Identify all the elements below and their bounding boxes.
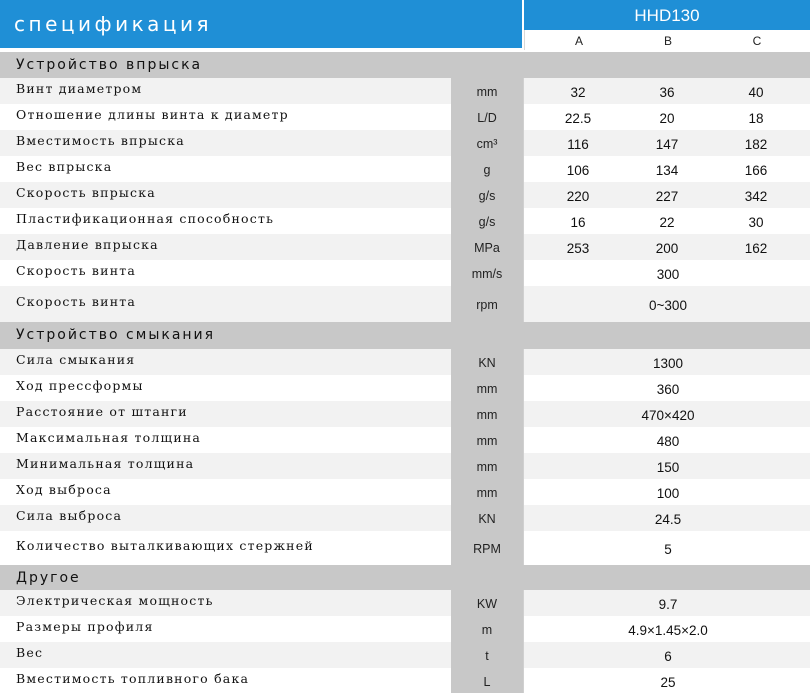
spec-value-c: 162 bbox=[744, 241, 768, 256]
column-divider bbox=[523, 182, 524, 208]
spec-label: Электрическая мощность bbox=[16, 593, 214, 608]
spec-unit: cm³ bbox=[476, 137, 498, 151]
spec-label: Скорость впрыска bbox=[16, 185, 156, 200]
column-header-b: B bbox=[663, 34, 672, 48]
column-divider bbox=[523, 453, 524, 479]
section-header-fill bbox=[524, 52, 810, 78]
spec-unit: L/D bbox=[477, 111, 497, 125]
table-row bbox=[0, 375, 810, 401]
section-header-fill bbox=[524, 565, 810, 590]
table-row bbox=[0, 156, 810, 182]
spec-label: Сила выброса bbox=[16, 508, 123, 523]
spec-unit: mm bbox=[476, 434, 498, 448]
column-divider bbox=[523, 349, 524, 375]
spec-value-c: 40 bbox=[748, 85, 764, 100]
spec-unit: KN bbox=[478, 356, 496, 370]
spec-label: Вместимость впрыска bbox=[16, 133, 185, 148]
spec-value: 6 bbox=[664, 649, 672, 664]
spec-value-a: 16 bbox=[570, 215, 586, 230]
spec-value: 5 bbox=[664, 542, 672, 557]
table-row bbox=[0, 531, 810, 565]
column-divider bbox=[523, 401, 524, 427]
column-header-a: A bbox=[574, 34, 583, 48]
table-row bbox=[0, 668, 810, 693]
spec-value-a: 32 bbox=[570, 85, 586, 100]
spec-unit: g/s bbox=[478, 189, 496, 203]
spec-value: 100 bbox=[656, 486, 680, 501]
column-divider bbox=[523, 616, 524, 642]
spec-value-b: 36 bbox=[659, 85, 675, 100]
column-divider bbox=[523, 505, 524, 531]
spec-unit: mm/s bbox=[471, 267, 503, 281]
spec-unit: KN bbox=[478, 512, 496, 526]
column-divider bbox=[523, 668, 524, 693]
table-row bbox=[0, 260, 810, 286]
column-divider bbox=[523, 590, 524, 616]
column-divider bbox=[523, 642, 524, 668]
table-row bbox=[0, 182, 810, 208]
spec-value-c: 182 bbox=[744, 137, 768, 152]
spec-unit: KW bbox=[476, 597, 498, 611]
spec-unit: mm bbox=[476, 382, 498, 396]
section-header-fill bbox=[524, 322, 810, 349]
table-row bbox=[0, 479, 810, 505]
table-row bbox=[0, 401, 810, 427]
column-divider bbox=[523, 234, 524, 260]
section-header bbox=[0, 52, 810, 78]
spec-value: 4.9×1.45×2.0 bbox=[628, 623, 708, 638]
table-row bbox=[0, 78, 810, 104]
spec-value: 0~300 bbox=[649, 298, 687, 313]
spec-value: 24.5 bbox=[654, 512, 682, 527]
spec-value-b: 134 bbox=[655, 163, 679, 178]
spec-unit: g bbox=[483, 163, 491, 177]
model-name: HHD130 bbox=[634, 6, 700, 25]
section-header bbox=[0, 565, 810, 590]
variant-columns-header bbox=[524, 30, 810, 50]
spec-label: Вес впрыска bbox=[16, 159, 113, 174]
column-divider bbox=[523, 208, 524, 234]
spec-unit: mm bbox=[476, 486, 498, 500]
spec-value-a: 220 bbox=[566, 189, 590, 204]
column-divider bbox=[523, 286, 524, 322]
spec-label: Количество выталкивающих стержней bbox=[16, 538, 314, 553]
table-row bbox=[0, 208, 810, 234]
spec-value-b: 22 bbox=[659, 215, 675, 230]
table-row bbox=[0, 590, 810, 616]
model-header bbox=[524, 0, 810, 30]
spec-value-b: 200 bbox=[655, 241, 679, 256]
spec-label: Сила смыкания bbox=[16, 352, 136, 367]
spec-value-a: 253 bbox=[566, 241, 590, 256]
column-divider bbox=[523, 427, 524, 453]
spec-label: Отношение длины винта к диаметр bbox=[16, 107, 289, 122]
column-header-c: C bbox=[752, 34, 762, 48]
column-divider bbox=[523, 375, 524, 401]
section-title: Устройство впрыска bbox=[16, 57, 203, 73]
table-row bbox=[0, 130, 810, 156]
spec-label: Вес bbox=[16, 645, 44, 660]
spec-value: 470×420 bbox=[641, 408, 695, 423]
spec-value: 300 bbox=[656, 267, 680, 282]
spec-unit: mm bbox=[476, 85, 498, 99]
spec-label: Давление впрыска bbox=[16, 237, 159, 252]
spec-unit: g/s bbox=[478, 215, 496, 229]
table-row bbox=[0, 286, 810, 322]
page-title: спецификация bbox=[14, 12, 213, 36]
spec-value-a: 106 bbox=[566, 163, 590, 178]
header-title-bar bbox=[0, 0, 522, 48]
spec-label: Скорость винта bbox=[16, 294, 136, 309]
table-row bbox=[0, 616, 810, 642]
spec-value-b: 20 bbox=[659, 111, 675, 126]
table-row bbox=[0, 453, 810, 479]
table-row bbox=[0, 642, 810, 668]
spec-value: 480 bbox=[656, 434, 680, 449]
spec-unit: MPa bbox=[474, 241, 500, 255]
spec-value: 150 bbox=[656, 460, 680, 475]
spec-label: Скорость винта bbox=[16, 263, 136, 278]
column-divider bbox=[523, 130, 524, 156]
spec-value-c: 18 bbox=[748, 111, 764, 126]
spec-label: Размеры профиля bbox=[16, 619, 154, 634]
spec-label: Максимальная толщина bbox=[16, 430, 202, 445]
spec-unit: rpm bbox=[476, 298, 498, 312]
spec-value: 360 bbox=[656, 382, 680, 397]
spec-value-a: 116 bbox=[567, 137, 589, 152]
spec-label: Ход выброса bbox=[16, 482, 112, 497]
table-row bbox=[0, 104, 810, 130]
spec-unit: m bbox=[481, 623, 493, 637]
spec-value-a: 22.5 bbox=[564, 111, 592, 126]
spec-unit: mm bbox=[476, 460, 498, 474]
spec-unit: L bbox=[483, 675, 491, 689]
spec-label: Минимальная толщина bbox=[16, 456, 195, 471]
spec-value-c: 342 bbox=[744, 189, 768, 204]
spec-label: Винт диаметром bbox=[16, 81, 143, 96]
spec-value-c: 30 bbox=[748, 215, 764, 230]
spec-unit: RPM bbox=[473, 542, 501, 556]
table-row bbox=[0, 234, 810, 260]
table-row bbox=[0, 427, 810, 453]
spec-value-c: 166 bbox=[744, 163, 768, 178]
table-row bbox=[0, 349, 810, 375]
section-title: Другое bbox=[16, 570, 81, 586]
spec-value: 25 bbox=[660, 675, 676, 690]
spec-unit: mm bbox=[476, 408, 498, 422]
spec-label: Вместимость топливного бака bbox=[16, 671, 250, 686]
spec-value-b: 227 bbox=[655, 189, 679, 204]
column-divider bbox=[523, 104, 524, 130]
spec-unit: t bbox=[485, 649, 489, 663]
spec-value-b: 147 bbox=[655, 137, 679, 152]
spec-label: Расстояние от штанги bbox=[16, 404, 188, 419]
column-divider bbox=[523, 260, 524, 286]
column-divider bbox=[523, 479, 524, 505]
spec-label: Ход прессформы bbox=[16, 378, 144, 393]
section-header bbox=[0, 322, 810, 349]
spec-value: 9.7 bbox=[658, 597, 678, 612]
spec-value: 1300 bbox=[652, 356, 684, 371]
table-row bbox=[0, 505, 810, 531]
column-divider bbox=[523, 78, 524, 104]
section-title: Устройство смыкания bbox=[16, 327, 216, 343]
column-divider bbox=[523, 156, 524, 182]
spec-label: Пластификационная способность bbox=[16, 211, 275, 226]
column-divider bbox=[523, 531, 524, 565]
